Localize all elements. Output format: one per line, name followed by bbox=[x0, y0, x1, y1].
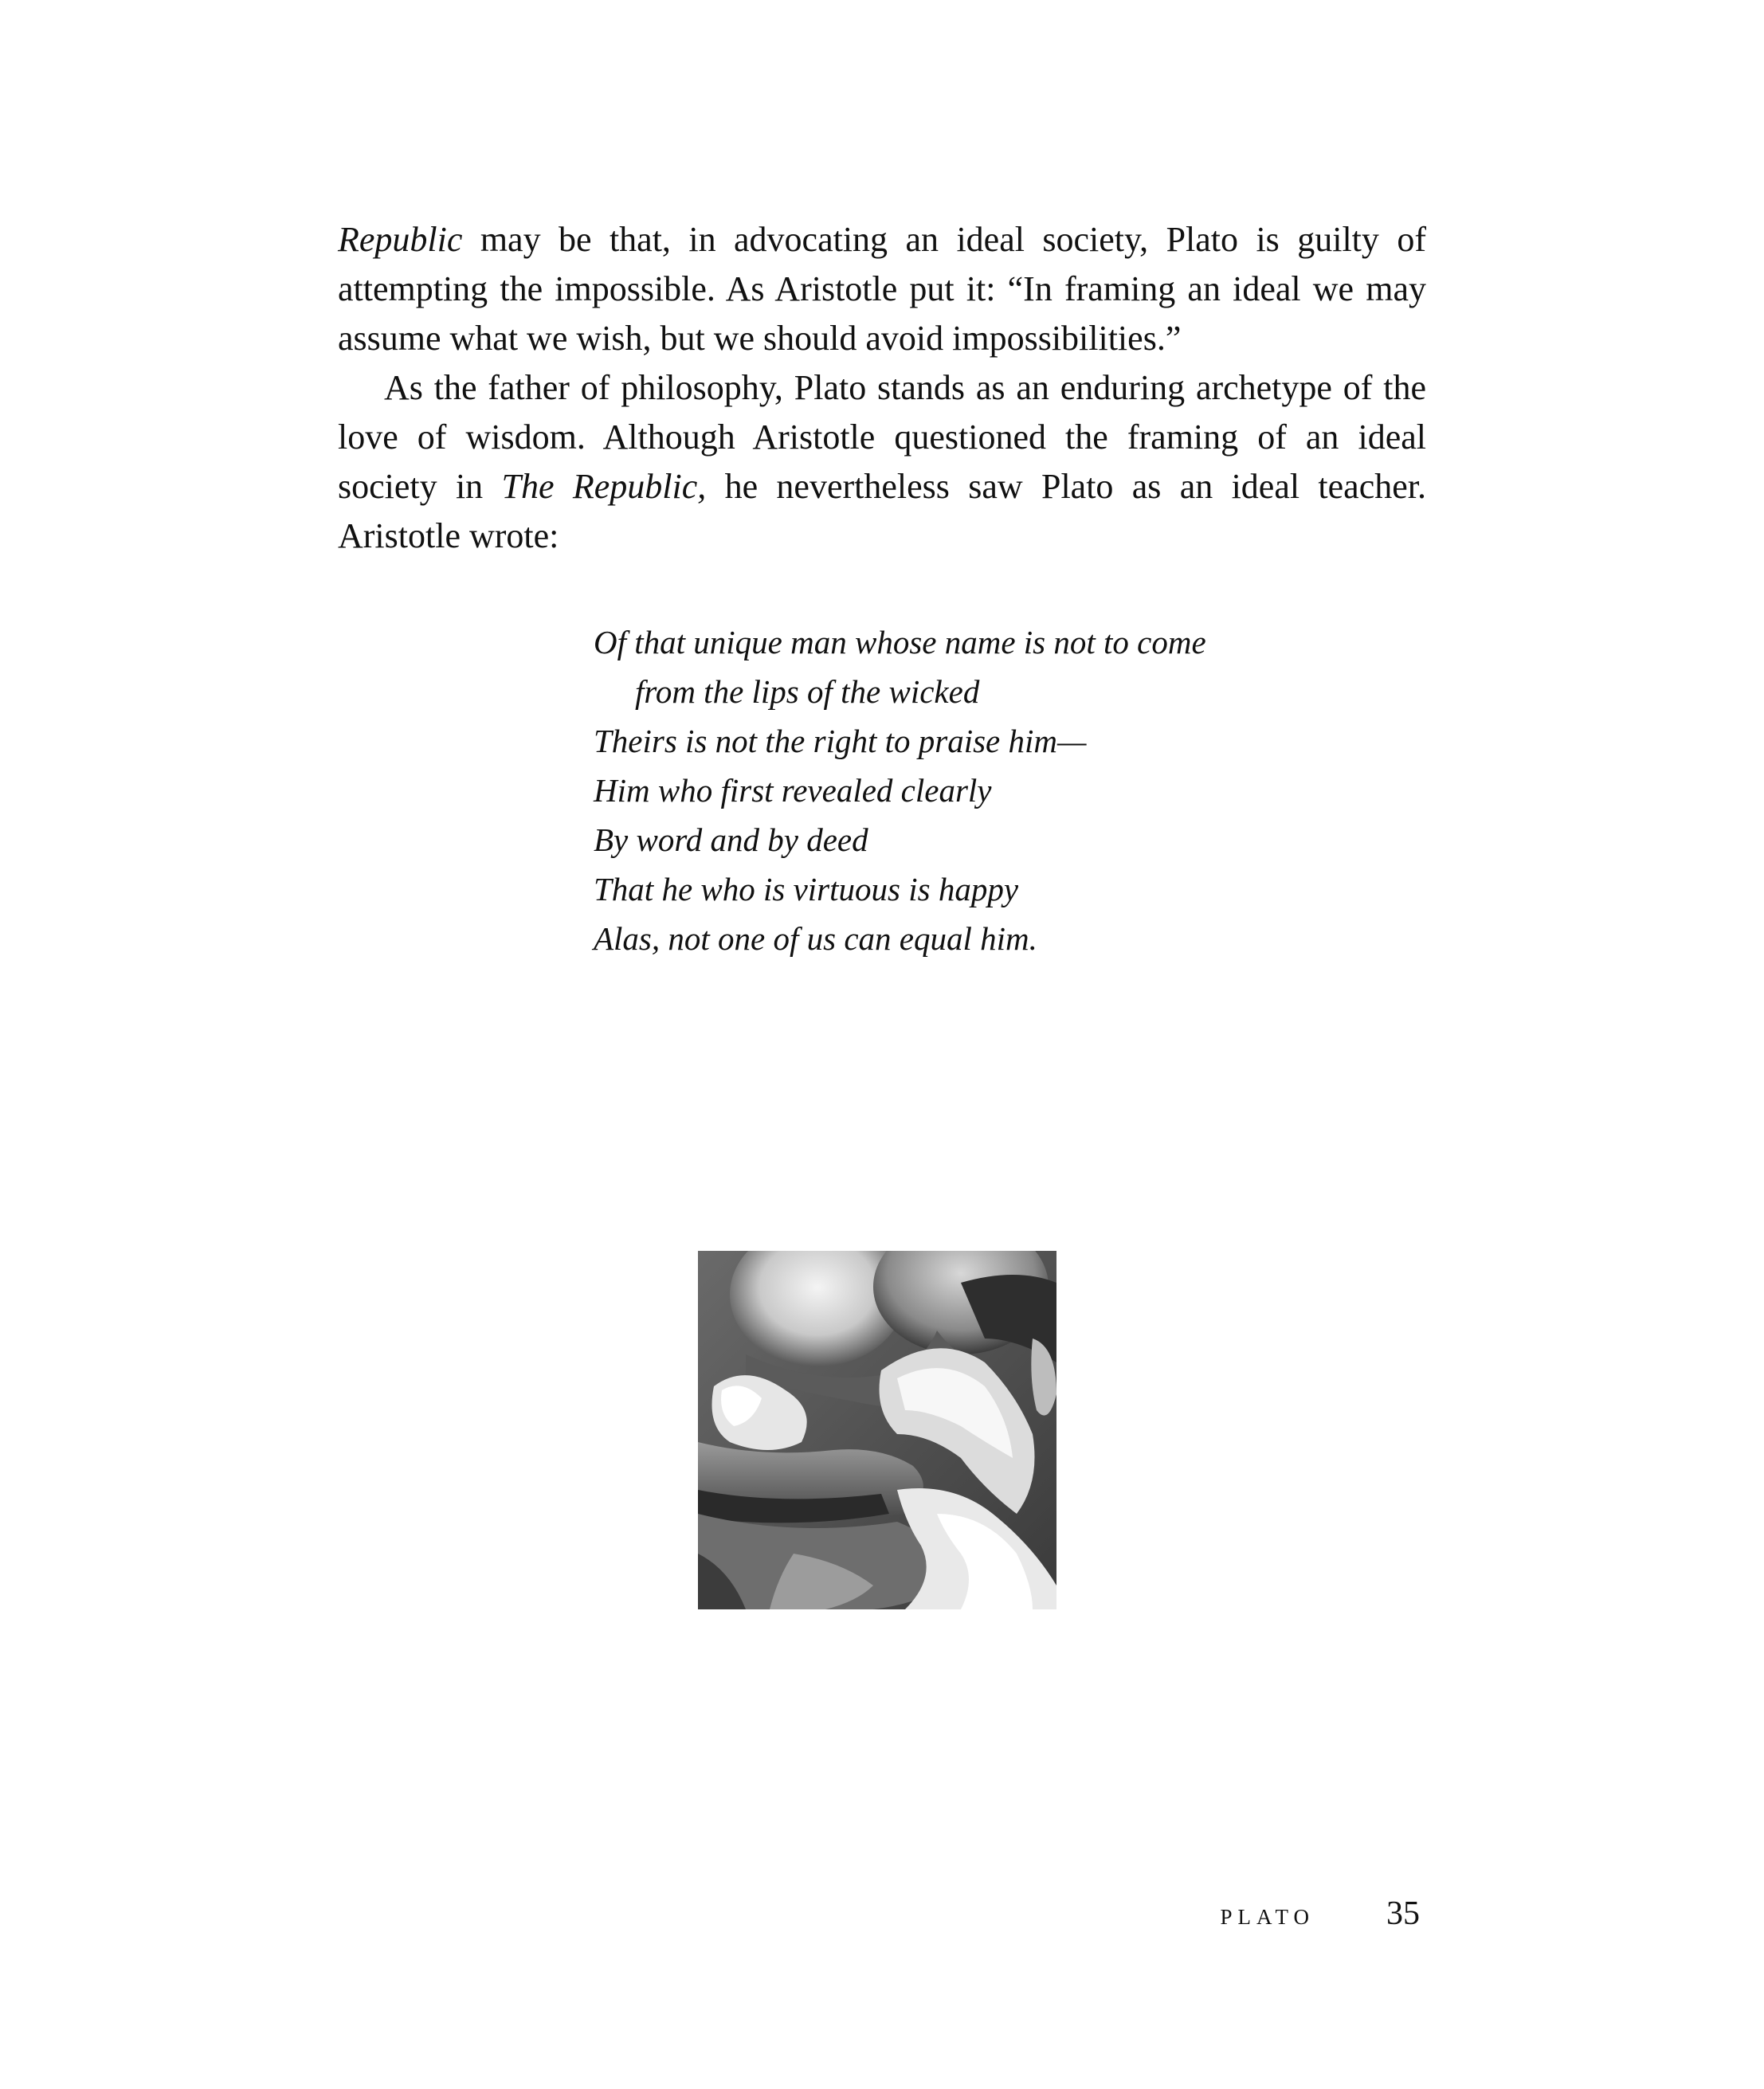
paragraph-1-text: may be that, in advocating an ideal society, Plato is guilty of attempting the impossible. As Aristotle put it: “In framing an ideal we may assume what we wish, but we should avoid impossibilities.” bbox=[338, 220, 1426, 358]
book-title-the-republic: The Republic, bbox=[501, 467, 707, 506]
poem-line: By word and by deed bbox=[594, 821, 868, 858]
paragraph-2-text-a: As the father of philosophy, Plato stands as an enduring archetype of the love of wisdom. Although Aristotle questioned the framing of an ideal society in bbox=[338, 368, 1426, 506]
page-footer bbox=[1220, 1895, 1420, 1933]
poem-line: Him who first revealed clearly bbox=[594, 772, 992, 809]
poem-line: Theirs is not the right to praise him— bbox=[594, 723, 1087, 759]
poem-line: Of that unique man whose name is not to come bbox=[594, 624, 1206, 660]
body-text bbox=[338, 215, 1426, 561]
poem-line: That he who is virtuous is happy bbox=[594, 871, 1019, 907]
poem-line: Alas, not one of us can equal him. bbox=[594, 920, 1037, 957]
paragraph-1 bbox=[338, 215, 1426, 363]
poem-line: from the lips of the wicked bbox=[635, 673, 980, 710]
page-number: 35 bbox=[1386, 1895, 1420, 1932]
paragraph-2-text-b: he nevertheless saw Plato as an ideal teacher. Aristotle wrote: bbox=[338, 467, 1426, 555]
book-title-republic: Republic bbox=[338, 220, 463, 259]
bust-image bbox=[698, 1251, 1056, 1609]
bust-sculpture-image bbox=[698, 1251, 1056, 1609]
poem-quote bbox=[594, 617, 1311, 963]
paragraph-2 bbox=[338, 363, 1426, 561]
running-head: PLATO bbox=[1220, 1905, 1315, 1929]
